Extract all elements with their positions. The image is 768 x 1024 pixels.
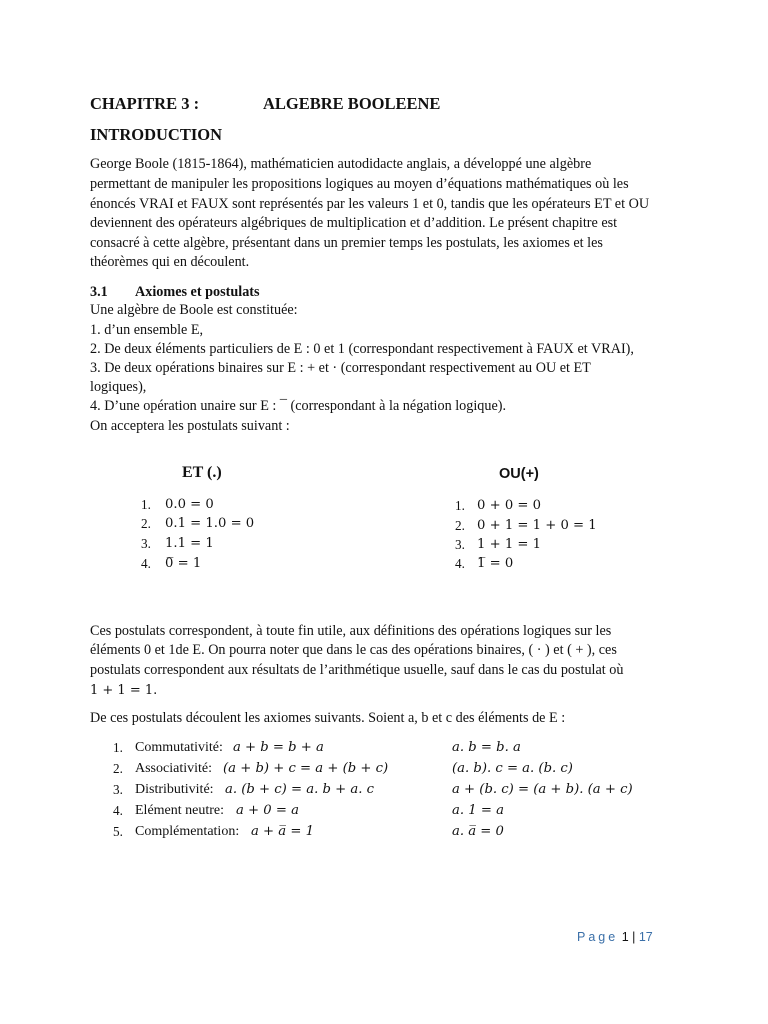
section-number: 3.1 <box>90 284 108 300</box>
axiom-expr2-4: a. 1 = a <box>452 803 504 818</box>
ou-item-expr-2: 0 + 1 = 1 + 0 = 1 <box>477 518 597 533</box>
page-footer <box>577 930 653 944</box>
introduction-heading: INTRODUCTION <box>90 125 223 144</box>
section-line-3: 2. De deux éléments particuliers de E : 0 et 1 (correspondant respectivement à FAUX et VRAI), <box>90 341 634 357</box>
axiom-expr1-2: (a + b) + c = a + (b + c) <box>223 761 389 776</box>
page-total: 17 <box>638 930 653 944</box>
intro-line-3: énoncés VRAI et FAUX sont représentés par les valeurs 1 et 0, tandis que les opérateurs ET et OU <box>90 196 650 212</box>
page-separator: | <box>632 930 636 944</box>
axiom-num-5: 5. <box>113 824 123 839</box>
section-line-5: logiques), <box>90 379 147 395</box>
axiom-expr1-5: a + a̅ = 1 <box>251 824 314 839</box>
axiom-num-4: 4. <box>113 803 123 818</box>
remarks-line-3: postulats correspondent aux résultats de l’arithmétique usuelle, sauf dans le cas du postulat où <box>90 662 624 678</box>
et-heading: ET (.) <box>182 464 222 481</box>
et-item-expr-4: 0̅ = 1 <box>165 556 202 571</box>
intro-line-1: George Boole (1815-1864), mathématicien autodidacte anglais, a développé une algèbre <box>90 156 592 172</box>
axiom-expr2-3: a + (b. c) = (a + b). (a + c) <box>452 782 633 797</box>
ou-item-num-1: 1. <box>455 498 465 513</box>
et-item-expr-1: 0.0 = 0 <box>165 497 214 512</box>
section-line-6: 4. D’une opération unaire sur E : ¯ (correspondant à la négation logique). <box>90 398 507 414</box>
intro-line-4: deviennent des opérateurs algébriques de multiplication et d’addition. Le présent chapitre est <box>90 215 618 231</box>
axiom-name-4: Elément neutre: <box>135 803 225 818</box>
section-line-2: 1. d’un ensemble E, <box>90 322 204 338</box>
section-line-7: On acceptera les postulats suivant : <box>90 418 290 434</box>
page-current: 1 <box>621 930 629 944</box>
axiom-expr1-3: a. (b + c) = a. b + a. c <box>225 782 374 797</box>
section-line-1: Une algèbre de Boole est constituée: <box>90 302 298 318</box>
axiom-num-1: 1. <box>113 740 123 755</box>
ou-item-num-4: 4. <box>455 556 465 571</box>
et-item-expr-2: 0.1 = 1.0 = 0 <box>165 516 255 531</box>
et-item-num-3: 3. <box>141 536 151 551</box>
axiom-expr2-1: a. b = b. a <box>452 740 521 755</box>
axiom-num-3: 3. <box>113 782 123 797</box>
axiom-expr2-5: a. a̅ = 0 <box>452 824 504 839</box>
section-line-4: 3. De deux opérations binaires sur E : + et · (correspondant respectivement au OU et ET <box>90 360 591 376</box>
axiom-name-1: Commutativité: <box>135 740 223 755</box>
axiom-name-5: Complémentation: <box>135 824 240 839</box>
axiom-expr1-4: a + 0 = a <box>236 803 299 818</box>
ou-item-expr-1: 0 + 0 = 0 <box>477 498 542 513</box>
remarks-line-2: éléments 0 et 1de E. On pourra noter que dans le cas des opérations binaires, ( · ) et ( + ), ces <box>90 642 617 658</box>
et-item-num-4: 4. <box>141 556 151 571</box>
ou-item-expr-4: 1̅ = 0 <box>477 556 514 571</box>
remarks-line-4: 1 + 1 = 1. <box>90 683 158 698</box>
section-title: Axiomes et postulats <box>135 284 260 300</box>
ou-item-num-2: 2. <box>455 518 465 533</box>
et-item-num-2: 2. <box>141 516 151 531</box>
ou-item-expr-3: 1 + 1 = 1 <box>477 537 542 552</box>
axiom-name-2: Associativité: <box>135 761 212 776</box>
axiom-num-2: 2. <box>113 761 123 776</box>
page-label: Page <box>577 930 619 944</box>
et-item-num-1: 1. <box>141 497 151 512</box>
intro-line-5: consacré à cette algèbre, présentant dans un premier temps les postulats, les axiomes et les <box>90 235 603 251</box>
et-item-expr-3: 1.1 = 1 <box>165 536 214 551</box>
chapter-title: ALGEBRE BOOLEENE <box>263 94 441 113</box>
ou-heading: OU(+) <box>499 466 539 482</box>
intro-line-2: permettant de manipuler les propositions logiques au moyen d’équations mathématiques où les <box>90 176 629 192</box>
intro-line-6: théorèmes qui en découlent. <box>90 254 250 270</box>
axiom-expr1-1: a + b = b + a <box>233 740 324 755</box>
chapter-label: CHAPITRE 3 : <box>90 94 200 113</box>
axiom-name-3: Distributivité: <box>135 782 214 797</box>
ou-item-num-3: 3. <box>455 537 465 552</box>
axiom-expr2-2: (a. b). c = a. (b. c) <box>452 761 573 776</box>
axioms-intro: De ces postulats découlent les axiomes suivants. Soient a, b et c des éléments de E : <box>90 710 566 726</box>
remarks-line-1: Ces postulats correspondent, à toute fin utile, aux définitions des opérations logiques sur les <box>90 623 612 639</box>
